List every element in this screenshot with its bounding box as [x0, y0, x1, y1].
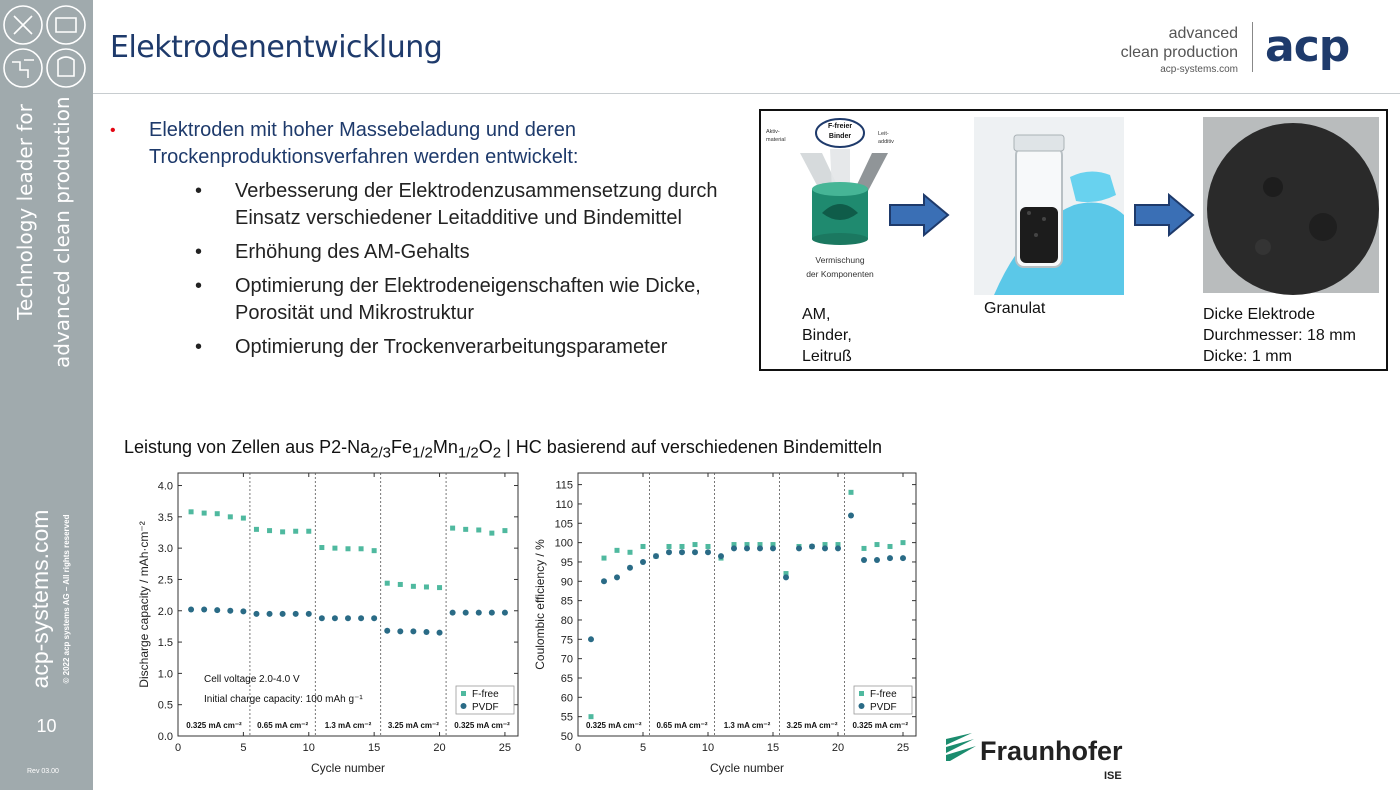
y-tick-label: 3.0	[157, 543, 173, 556]
pvdf-point	[253, 611, 259, 617]
ffree-point	[667, 544, 672, 549]
bullet-sub-text: Erhöhung des AM-Gehalts	[235, 241, 470, 263]
mixing-diagram	[760, 113, 894, 293]
pvdf-point	[188, 607, 194, 613]
x-tick-label: 15	[368, 742, 381, 754]
stage3-line: Dicke: 1 mm	[1203, 348, 1292, 365]
mix-left-label1: Aktiv-	[766, 129, 780, 135]
caption-part: Leistung von Zellen aus P2-Na	[124, 437, 371, 457]
sidebar-copyright: © 2022 acp systems AG – All rights reserved	[62, 514, 71, 684]
electrode-photo	[1203, 117, 1379, 293]
ffree-point	[332, 546, 337, 551]
y-tick-label: 3.5	[157, 511, 173, 524]
ffree-point	[319, 545, 324, 550]
ffree-point	[280, 529, 285, 534]
mix-caption-line2: der Komponenten	[806, 269, 874, 279]
ffree-point	[615, 548, 620, 553]
rate-label: 0.325 mA cm⁻²	[454, 721, 510, 730]
legend-pvdf-marker	[859, 703, 865, 709]
bullet-sub-item	[110, 178, 750, 232]
ffree-point	[385, 581, 390, 586]
pvdf-point	[809, 543, 815, 549]
arrow-right-icon	[888, 193, 950, 237]
caption-part: Fe	[391, 437, 413, 457]
brand-url[interactable]: acp-systems.com	[1160, 64, 1238, 75]
ffree-point	[476, 527, 481, 532]
rate-label: 3.25 mA cm⁻²	[786, 721, 838, 730]
header-divider	[93, 93, 1400, 94]
x-tick-label: 0	[574, 742, 582, 754]
ffree-point	[888, 544, 893, 549]
ffree-point	[463, 527, 468, 532]
ffree-point	[254, 527, 259, 532]
y-tick-label: 4.0	[157, 480, 173, 493]
mix-right-label2: additiv	[878, 139, 894, 145]
y-tick-label: 80	[560, 614, 573, 627]
pvdf-point	[874, 557, 880, 563]
ffree-point	[450, 526, 455, 531]
acp-emblem-icon	[2, 4, 88, 90]
pvdf-point	[384, 628, 390, 634]
pvdf-point	[783, 574, 789, 580]
y-tick-label: 85	[560, 595, 573, 608]
bullet-sub-item	[110, 273, 750, 327]
ffree-point	[489, 531, 494, 536]
fraunhofer-sub: ISE	[1104, 770, 1122, 782]
pvdf-point	[397, 628, 403, 634]
y-tick-label: 1.5	[157, 637, 173, 650]
pvdf-point	[280, 611, 286, 617]
ffree-point	[424, 584, 429, 589]
chart-annotation: Initial charge capacity: 100 mAh g⁻¹	[204, 694, 363, 705]
rate-label: 0.325 mA cm⁻²	[186, 721, 242, 730]
legend-ffree-label: F-free	[870, 689, 897, 700]
coulombic-efficiency-chart	[530, 465, 930, 780]
x-axis-label: Cycle number	[709, 761, 785, 775]
ffree-point	[641, 544, 646, 549]
pvdf-point	[345, 615, 351, 621]
page-number: 10	[36, 716, 57, 736]
legend-ffree-marker	[859, 691, 864, 696]
mix-left-label2: material	[766, 137, 786, 143]
ffree-point	[589, 714, 594, 719]
ffree-point	[411, 584, 416, 589]
bullet-marker: •	[195, 336, 203, 358]
x-tick-label: 5	[639, 742, 647, 754]
y-tick-label: 2.0	[157, 605, 173, 618]
y-tick-label: 100	[554, 537, 573, 550]
y-tick-label: 75	[560, 634, 573, 647]
pvdf-point	[900, 555, 906, 561]
page-title: Elektrodenentwicklung	[110, 30, 443, 65]
pvdf-point	[450, 610, 456, 616]
pvdf-point	[705, 549, 711, 555]
y-tick-label: 115	[555, 479, 573, 492]
pvdf-point	[423, 629, 429, 635]
stage3-line: Dicke Elektrode	[1203, 306, 1316, 323]
pvdf-point	[437, 630, 443, 636]
x-tick-label: 10	[701, 742, 715, 754]
caption-sub: 1/2	[412, 444, 433, 462]
rate-label: 0.325 mA cm⁻²	[852, 721, 909, 730]
ffree-point	[502, 528, 507, 533]
y-tick-label: 0.5	[157, 699, 173, 712]
pvdf-point	[214, 607, 220, 613]
mix-caption-line1: Vermischung	[815, 255, 865, 265]
pvdf-point	[770, 545, 776, 551]
ffree-point	[680, 544, 685, 549]
pvdf-point	[240, 608, 246, 614]
legend-ffree-marker	[461, 691, 466, 696]
pvdf-point	[371, 615, 377, 621]
pvdf-point	[692, 549, 698, 555]
caption-sub: 2/3	[370, 444, 392, 462]
ffree-point	[398, 582, 403, 587]
ffree-point	[293, 529, 298, 534]
pvdf-point	[410, 628, 416, 634]
sidebar-tagline-line2: advanced clean production	[50, 96, 74, 368]
brand-line2: clean production	[1120, 44, 1238, 61]
ffree-point	[706, 544, 711, 549]
pvdf-point	[822, 545, 828, 551]
pvdf-point	[653, 553, 659, 559]
y-tick-label: 50	[560, 731, 573, 743]
mix-right-label1: Leit-	[878, 131, 889, 137]
pvdf-point	[358, 615, 364, 621]
x-axis-label: Cycle number	[310, 761, 386, 775]
bullet-main	[110, 117, 750, 171]
ffree-point	[628, 550, 633, 555]
bullet-marker: •	[195, 241, 203, 263]
granulate-vial-photo	[974, 117, 1124, 295]
sidebar-tagline-line1: Technology leader for	[13, 104, 37, 320]
x-tick-label: 10	[302, 742, 315, 754]
legend-ffree-label: F-free	[472, 689, 499, 700]
revision-label: Rev 03.00	[27, 768, 59, 775]
caption-sub: 1/2	[457, 444, 479, 462]
bullet-sub-text: Verbesserung der Elektrodenzusammensetzung durch Einsatz verschiedener Leitadditive und Bindemittel	[235, 180, 718, 229]
pvdf-point	[796, 545, 802, 551]
bullet-sub-item	[110, 239, 750, 266]
pvdf-point	[718, 553, 724, 559]
ffree-point	[693, 542, 698, 547]
pvdf-point	[588, 636, 594, 642]
bullet-sub-text: Optimierung der Elektrodeneigenschaften wie Dicke, Porosität und Mikrostruktur	[235, 275, 701, 324]
ffree-point	[228, 514, 233, 519]
pvdf-point	[306, 611, 312, 617]
stage1-label	[802, 304, 852, 367]
stage1-line: AM,	[802, 306, 831, 323]
bullet-list	[110, 117, 750, 361]
rate-label: 1.3 mA cm⁻²	[324, 721, 372, 730]
y-tick-label: 95	[560, 556, 573, 569]
rate-label: 1.3 mA cm⁻²	[723, 721, 771, 730]
pvdf-point	[757, 545, 763, 551]
stage2-label: Granulat	[984, 300, 1046, 317]
brand-separator	[1252, 22, 1253, 72]
pvdf-point	[601, 578, 607, 584]
ffree-point	[306, 529, 311, 534]
caption-part: O	[478, 437, 493, 457]
ffree-point	[602, 556, 607, 561]
rate-label: 0.325 mA cm⁻²	[585, 721, 642, 730]
y-axis-label: Discharge capacity / mAh·cm⁻²	[137, 521, 151, 688]
x-tick-label: 15	[766, 742, 780, 754]
x-tick-label: 25	[498, 742, 512, 754]
ffree-point	[346, 546, 351, 551]
pvdf-point	[332, 615, 338, 621]
y-tick-label: 1.0	[157, 668, 173, 681]
legend-pvdf-label: PVDF	[472, 702, 499, 713]
x-tick-label: 20	[831, 742, 845, 754]
y-tick-label: 70	[560, 653, 573, 666]
bullet-sub-item	[110, 334, 750, 361]
pvdf-point	[201, 607, 207, 613]
pvdf-point	[848, 513, 854, 519]
mix-title-line2: Binder	[828, 133, 852, 140]
mix-title-line1: F-freier	[827, 123, 853, 130]
bullet-marker: •	[195, 180, 203, 202]
pvdf-point	[319, 615, 325, 621]
y-tick-label: 65	[560, 672, 573, 685]
rate-label: 0.65 mA cm⁻²	[257, 721, 309, 730]
bullet-marker: •	[195, 275, 203, 297]
x-tick-label: 25	[896, 742, 910, 754]
pvdf-point	[227, 608, 233, 614]
pvdf-point	[731, 545, 737, 551]
pvdf-point	[614, 574, 620, 580]
ffree-point	[862, 546, 867, 551]
bullet-main-text: Elektroden mit hoher Massebeladung und deren Trockenproduktionsverfahren werden entwickelt:	[149, 119, 579, 168]
y-tick-label: 60	[560, 692, 573, 705]
arrow-right-icon	[1133, 193, 1195, 237]
acp-logo: acp	[1265, 21, 1350, 72]
brand-text	[1121, 24, 1238, 78]
sidebar	[0, 0, 93, 790]
x-tick-label: 20	[433, 742, 446, 754]
caption-part: | HC basierend auf verschiedenen Bindemitteln	[501, 437, 883, 457]
ffree-point	[437, 585, 442, 590]
pvdf-point	[293, 611, 299, 617]
legend-pvdf-label: PVDF	[870, 702, 897, 713]
stage3-line: Durchmesser: 18 mm	[1203, 327, 1356, 344]
pvdf-point	[476, 610, 482, 616]
x-tick-label: 5	[240, 742, 247, 754]
y-tick-label: 2.5	[157, 574, 173, 587]
y-tick-label: 110	[555, 498, 573, 511]
pvdf-point	[267, 611, 273, 617]
bullet-sub-text: Optimierung der Trockenverarbeitungsparameter	[235, 336, 668, 358]
y-tick-label: 105	[554, 518, 573, 531]
pvdf-point	[463, 610, 469, 616]
chart-annotation: Cell voltage 2.0-4.0 V	[204, 674, 300, 685]
rate-label: 0.65 mA cm⁻²	[656, 721, 708, 730]
ffree-point	[901, 540, 906, 545]
ffree-point	[267, 528, 272, 533]
pvdf-point	[744, 545, 750, 551]
pvdf-point	[666, 549, 672, 555]
pvdf-point	[627, 565, 633, 571]
caption-part: Mn	[432, 437, 458, 457]
x-tick-label: 0	[174, 742, 182, 754]
y-tick-label: 0.0	[157, 731, 173, 743]
ffree-point	[359, 546, 364, 551]
pvdf-point	[640, 559, 646, 565]
stage1-line: Leitruß	[802, 348, 852, 365]
ffree-point	[849, 490, 854, 495]
stage1-line: Binder,	[802, 327, 852, 344]
y-tick-label: 90	[560, 576, 573, 589]
ffree-point	[202, 511, 207, 516]
pvdf-point	[679, 549, 685, 555]
fraunhofer-name: Fraunhofer	[980, 736, 1123, 766]
y-axis-label: Coulombic efficiency / %	[533, 539, 547, 670]
rate-label: 3.25 mA cm⁻²	[387, 721, 439, 730]
y-tick-label: 55	[560, 711, 573, 724]
pvdf-point	[887, 555, 893, 561]
brand-line1: advanced	[1168, 25, 1238, 42]
ffree-point	[241, 516, 246, 521]
stage3-label	[1203, 304, 1356, 367]
ffree-point	[372, 548, 377, 553]
bullet-marker: •	[110, 122, 116, 139]
pvdf-point	[835, 545, 841, 551]
ffree-point	[215, 511, 220, 516]
pvdf-point	[861, 557, 867, 563]
sidebar-website[interactable]: acp-systems.com	[27, 509, 53, 689]
legend-pvdf-marker	[461, 703, 467, 709]
ffree-point	[189, 509, 194, 514]
fraunhofer-logo-icon	[946, 733, 976, 763]
chart-caption	[124, 437, 882, 462]
caption-sub: 2	[492, 444, 502, 462]
ffree-point	[875, 542, 880, 547]
pvdf-point	[502, 610, 508, 616]
discharge-capacity-chart	[130, 465, 530, 780]
pvdf-point	[489, 610, 495, 616]
